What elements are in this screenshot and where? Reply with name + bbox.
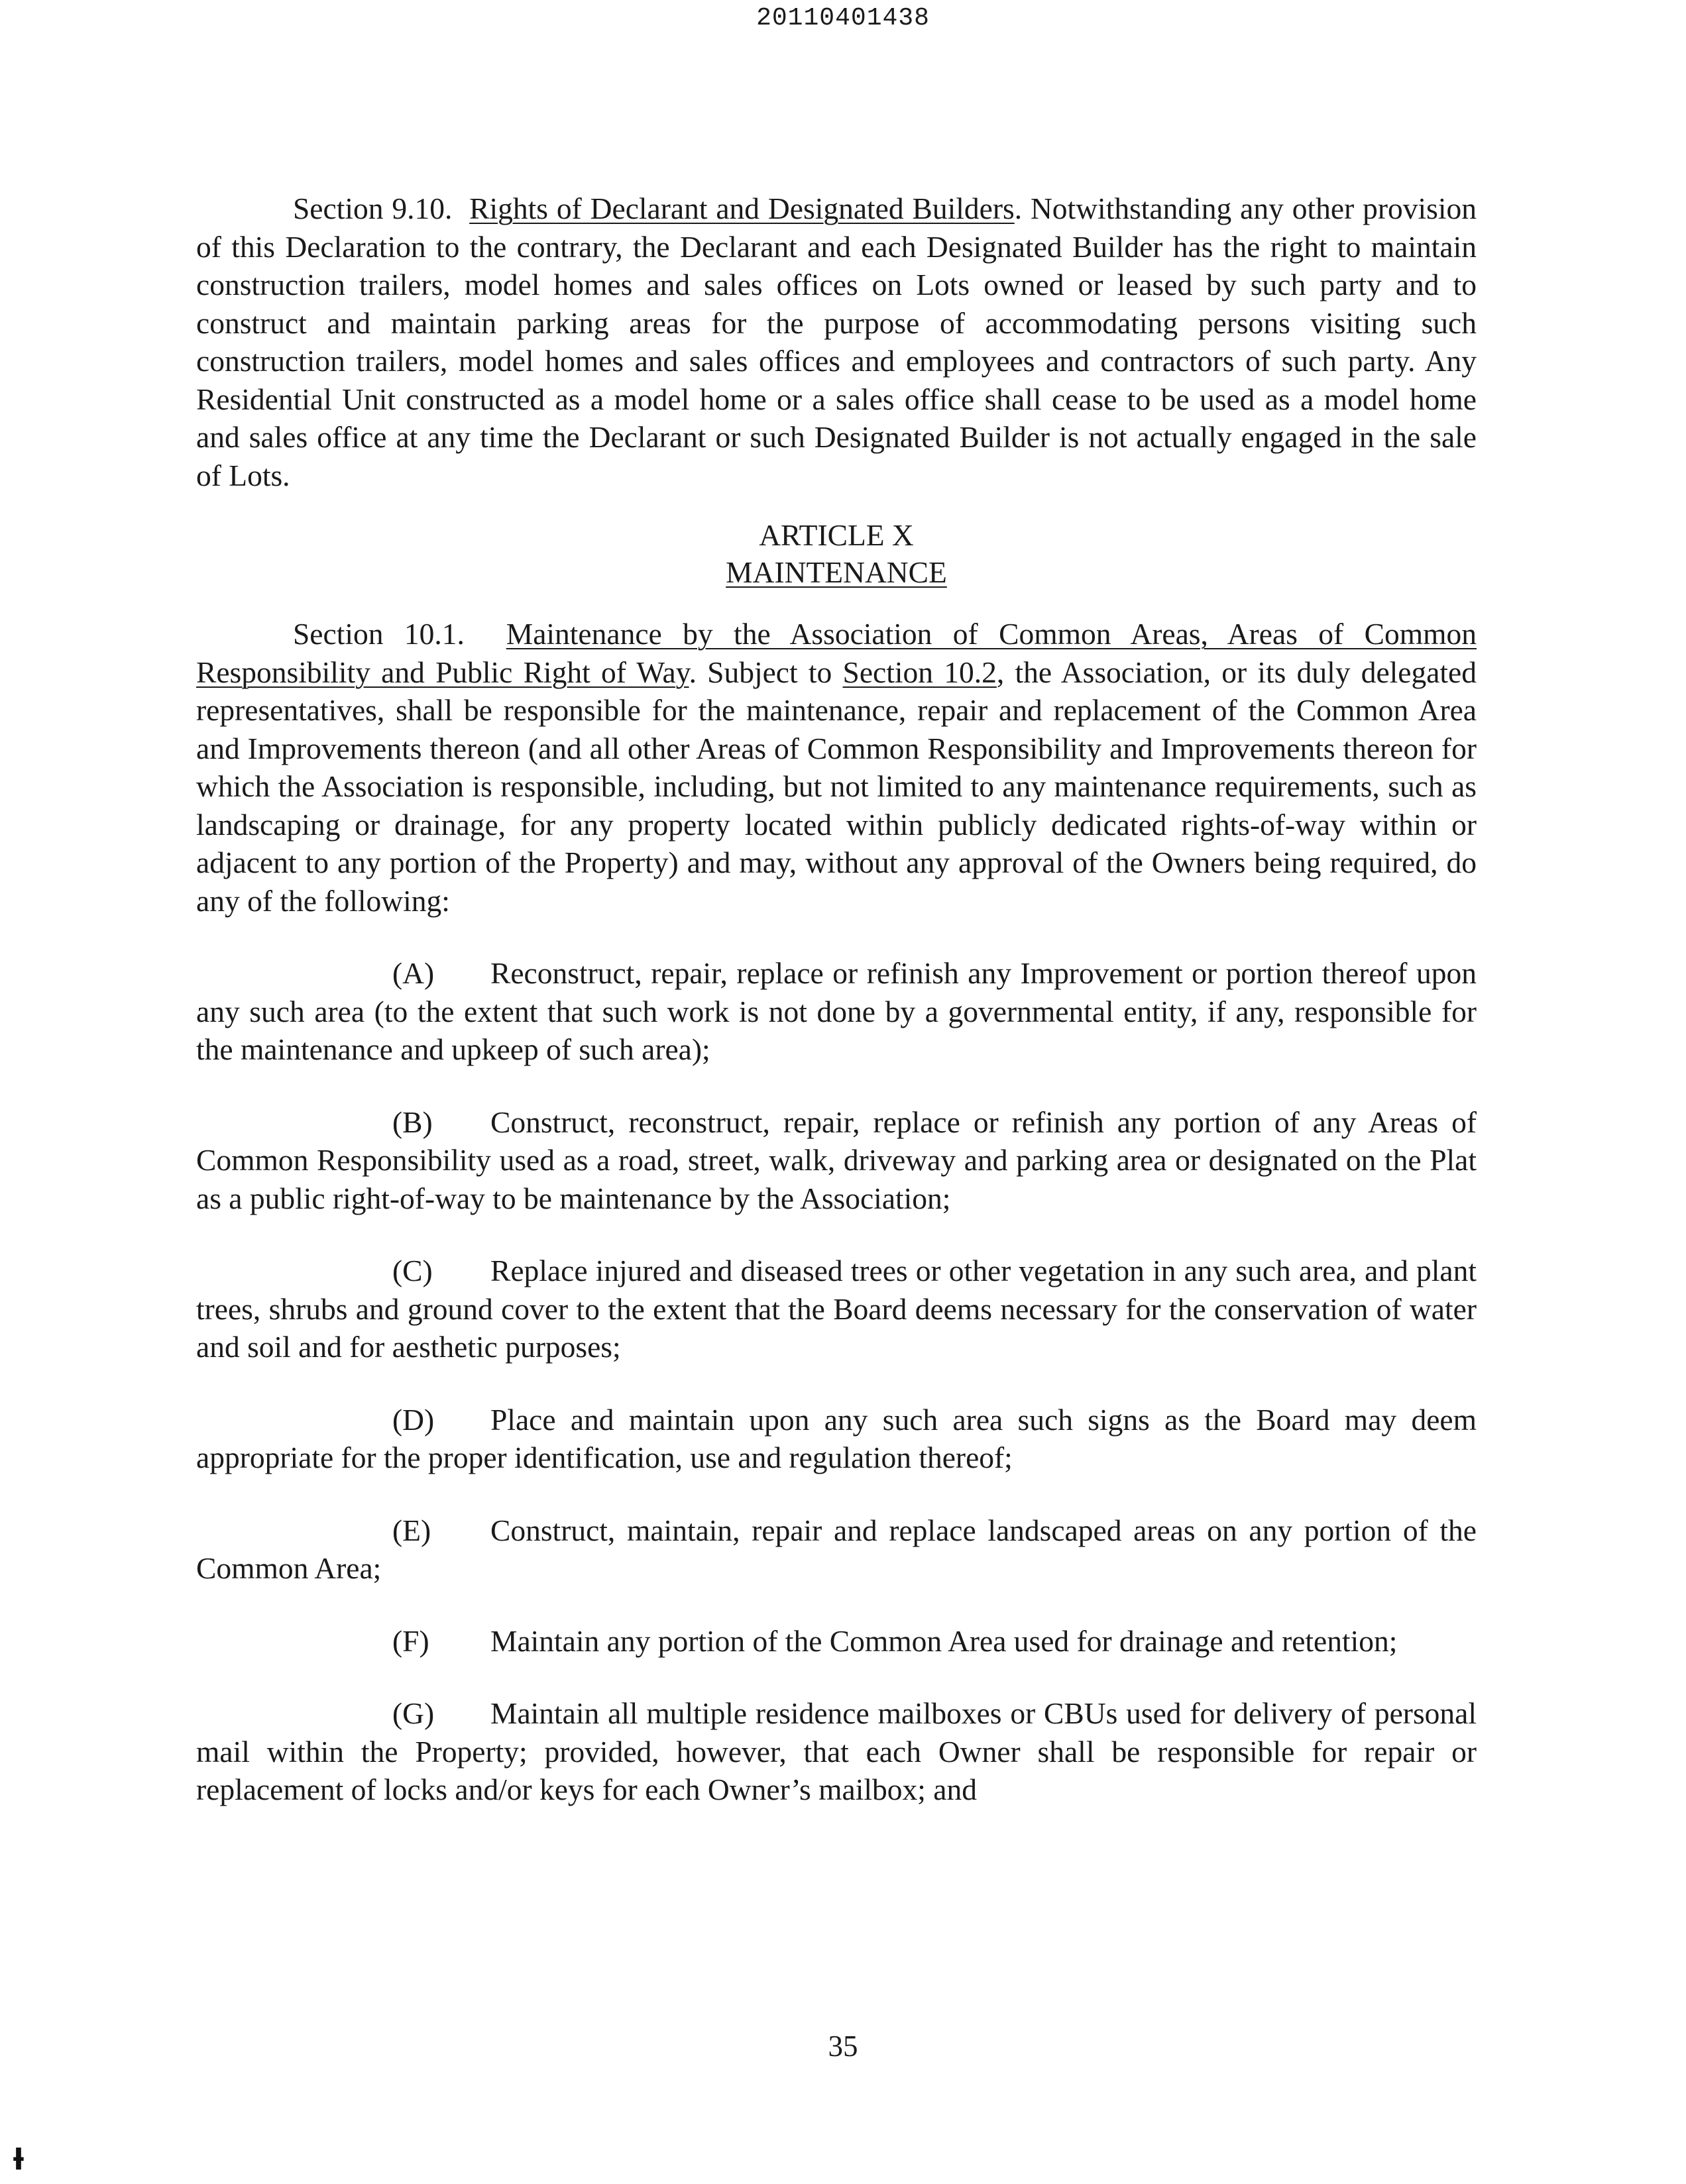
list-item-text: Construct, reconstruct, repair, replace or refinish any portion of any Areas of Common Responsibility used as a road, street, walk, driveway and parking area or designated on the Plat as a public right-of-way to be maintenance by the Association; xyxy=(196,1105,1477,1215)
list-item-e xyxy=(196,1511,1477,1588)
list-item-marker: (E) xyxy=(392,1513,431,1547)
list-item-text: Maintain all multiple residence mailboxes or CBUs used for delivery of personal mail within the Property; provided, however, that each Owner shall be responsible for repair or replacement of locks and/or keys for each Owner’s mailbox; and xyxy=(196,1696,1477,1806)
section-9-10-paragraph xyxy=(196,190,1477,494)
list-item-g xyxy=(196,1694,1477,1809)
section-10-1-body-post: , the Association, or its duly delegated representatives, shall be responsible for the maintenance, repair and replacement of the Common Area and Improvements thereon (and all other Areas of Common Responsibility and Improvements thereon for which the Association is responsible, including, but not limited to any maintenance requirements, such as landscaping or drainage, for any property located within publicly dedicated rights-of-way within or adjacent to any portion of the Property) and may, without any approval of the Owners being required, do any of the following: xyxy=(196,655,1477,918)
list-item-b xyxy=(196,1103,1477,1218)
list-item-text: Construct, maintain, repair and replace landscaped areas on any portion of the Common Area; xyxy=(196,1513,1477,1585)
scan-mark: ƚ xyxy=(13,2143,24,2177)
list-item-text: Maintain any portion of the Common Area used for drainage and retention; xyxy=(490,1623,1398,1658)
section-10-1-label: Section 10.1. xyxy=(293,617,465,651)
article-title: MAINTENANCE xyxy=(726,555,947,589)
list-item-a xyxy=(196,954,1477,1069)
page-number: 35 xyxy=(828,2030,858,2063)
section-9-10-title: Rights of Declarant and Designated Builders xyxy=(469,191,1015,225)
list-item-text: Place and maintain upon any such area such signs as the Board may deem appropriate for the proper identification, use and regulation thereof; xyxy=(196,1402,1477,1474)
section-10-1-paragraph xyxy=(196,615,1477,920)
list-item-marker: (F) xyxy=(392,1623,429,1658)
document-body xyxy=(196,190,1477,1809)
section-9-10-label: Section 9.10. xyxy=(293,191,453,225)
section-9-10-body: . Notwithstanding any other provision of this Declaration to the contrary, the Declarant and each Designated Builder has the right to maintain construction trailers, model homes and sales offices on Lots owned or leased by such party and to construct and maintain parking areas for the purpose of accommodating persons visiting such construction trailers, model homes and sales offices and employees and contractors of such party. Any Residential Unit constructed as a model home or a sales office shall cease to be used as a model home and sales office at any time the Declarant or such Designated Builder is not actually engaged in the sale of Lots. xyxy=(196,191,1477,492)
list-item-d xyxy=(196,1401,1477,1477)
list-item-marker: (C) xyxy=(392,1254,433,1287)
list-item-marker: (G) xyxy=(392,1696,435,1730)
section-10-2-reference: Section 10.2 xyxy=(842,655,997,689)
list-item-f xyxy=(196,1622,1477,1661)
list-item-marker: (A) xyxy=(392,956,435,990)
document-number: 20110401438 xyxy=(756,4,930,32)
article-number: ARTICLE X xyxy=(759,518,914,552)
list-item-text: Replace injured and diseased trees or other vegetation in any such area, and plant trees, shrubs and ground cover to the extent that the Board deems necessary for the conservation of water and soil and for aesthetic purposes; xyxy=(196,1254,1477,1364)
article-heading xyxy=(196,517,1477,591)
section-10-1-title: Maintenance by the Association of Common Areas, Areas of Common Responsibility and Public Right of Way xyxy=(196,617,1477,689)
list-item-marker: (D) xyxy=(392,1402,435,1437)
section-10-1-body-pre: . Subject to xyxy=(689,655,843,689)
list-item-c xyxy=(196,1252,1477,1366)
list-item-marker: (B) xyxy=(392,1105,433,1139)
list-item-text: Reconstruct, repair, replace or refinish any Improvement or portion thereof upon any such area (to the extent that such work is not done by a governmental entity, if any, responsible for the maintenance and upkeep of such area); xyxy=(196,956,1477,1066)
